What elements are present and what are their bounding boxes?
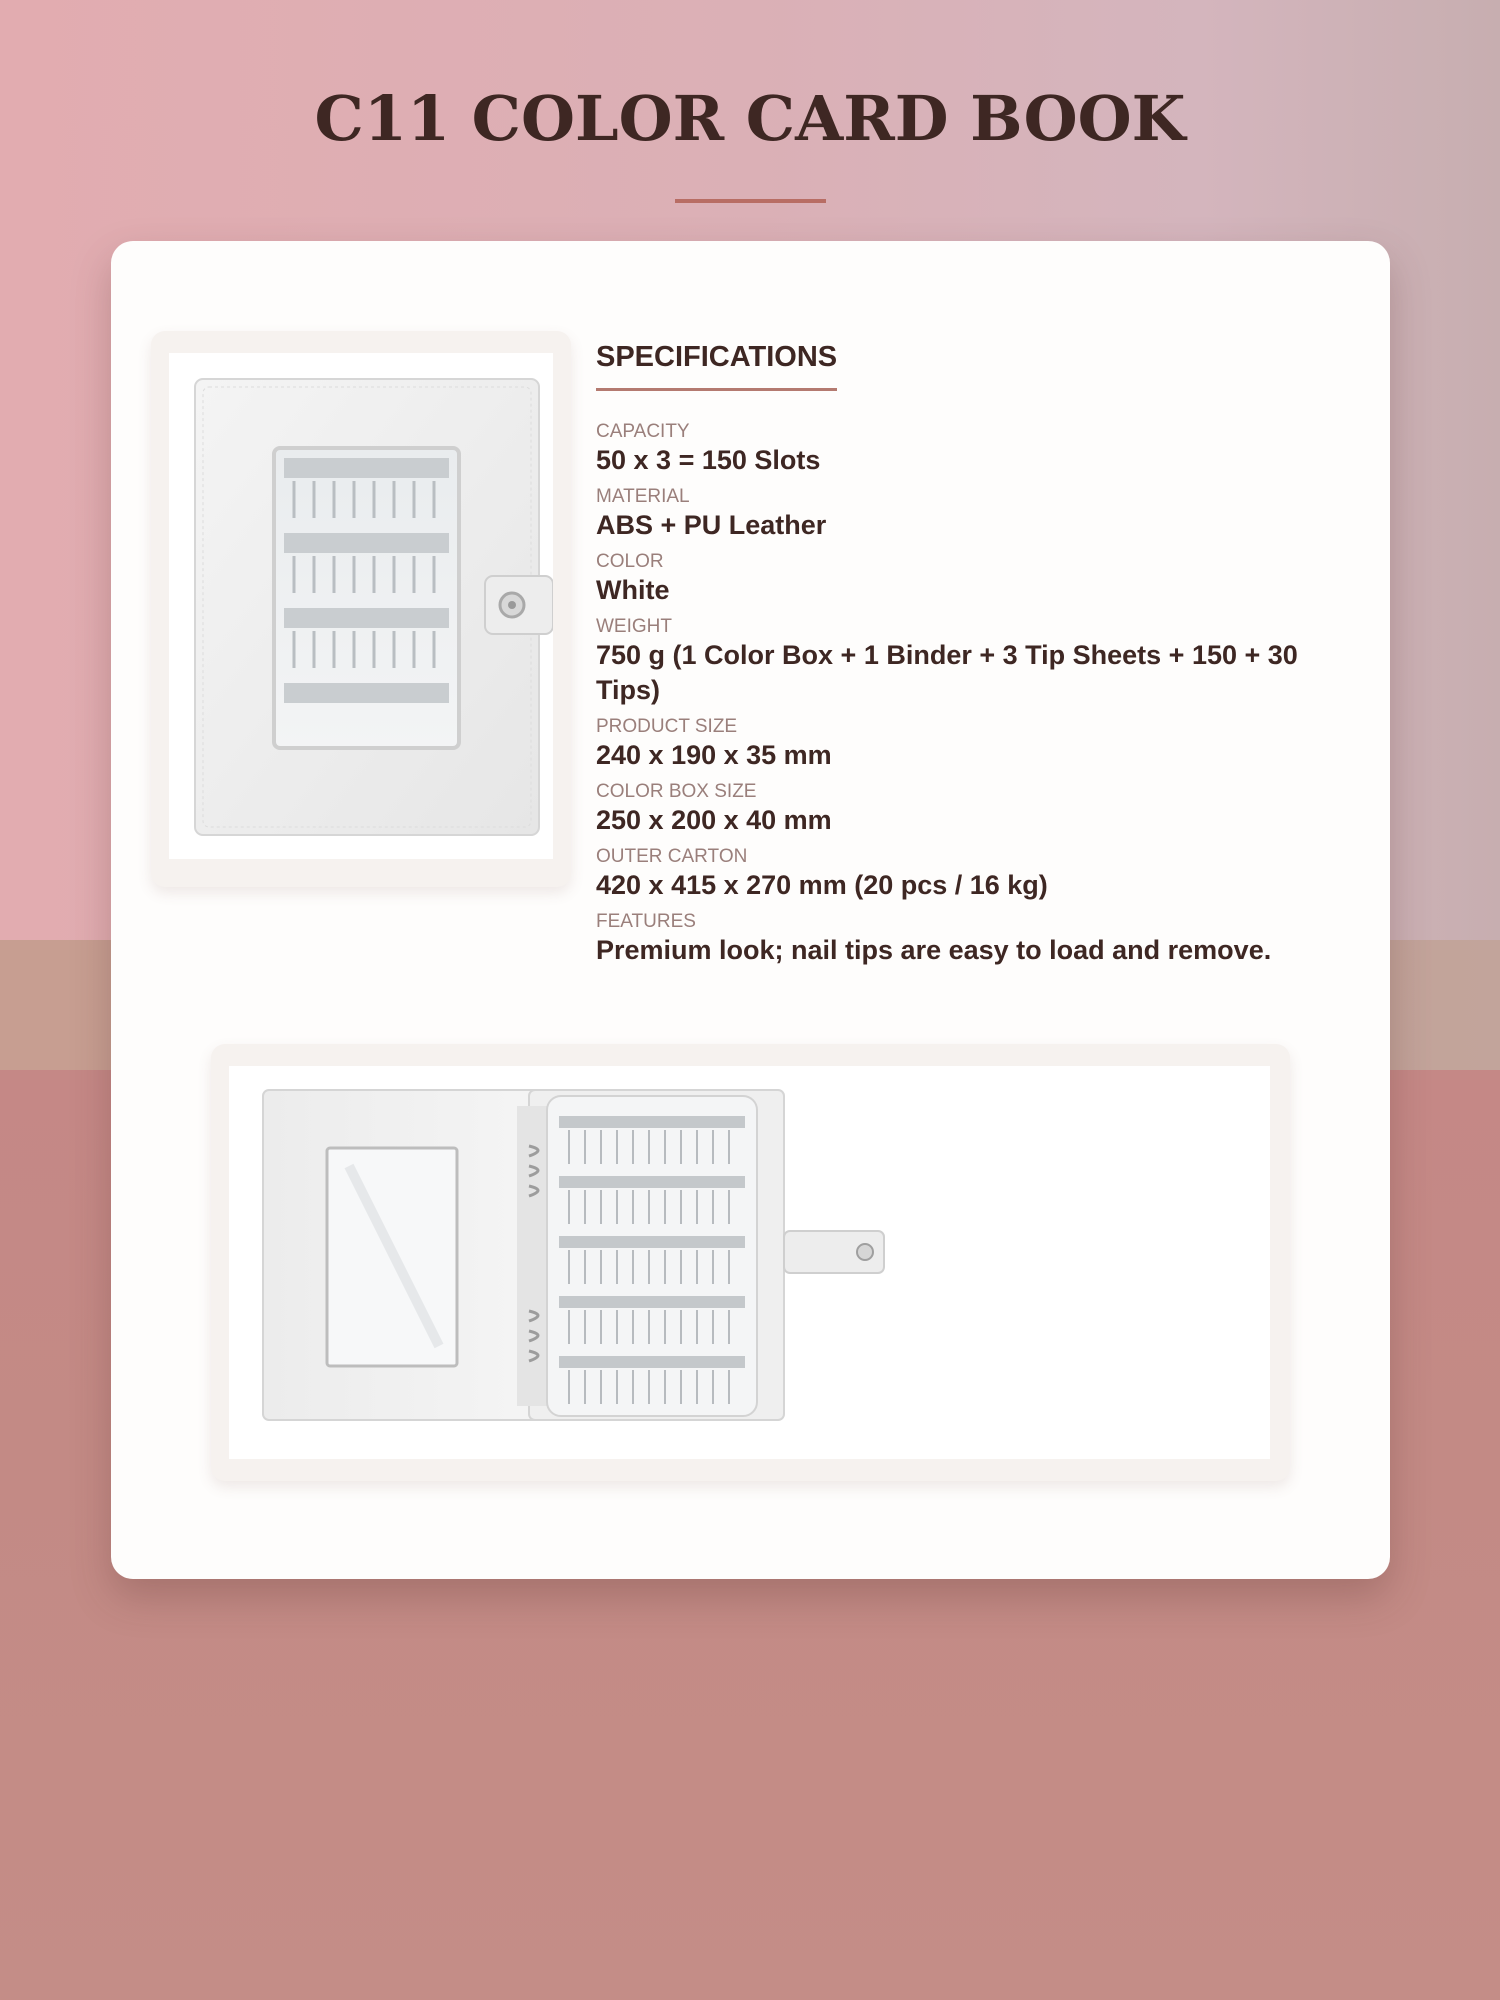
spec-label: WEIGHT (596, 616, 672, 637)
spec-product-size (596, 716, 1366, 773)
spec-list (596, 421, 1366, 968)
specifications-heading: SPECIFICATIONS (596, 341, 837, 391)
spec-value: 50 x 3 = 150 Slots (596, 445, 821, 475)
open-binder-illustration (229, 1066, 1270, 1459)
closed-binder-image-frame (151, 331, 571, 887)
closed-binder-image (169, 353, 553, 859)
open-binder-image-frame (211, 1044, 1290, 1481)
spec-value: 240 x 190 x 35 mm (596, 740, 832, 770)
product-card (111, 241, 1390, 1579)
spec-label: MATERIAL (596, 486, 690, 507)
closed-binder-illustration (169, 353, 553, 859)
spec-value: White (596, 575, 670, 605)
title-divider (675, 199, 826, 203)
spec-capacity (596, 421, 1366, 478)
spec-label: COLOR BOX SIZE (596, 781, 757, 802)
spec-value: Premium look; nail tips are easy to load and remove. (596, 935, 1272, 965)
spec-value: 420 x 415 x 270 mm (20 pcs / 16 kg) (596, 870, 1048, 900)
spec-color (596, 551, 1366, 608)
spec-label: COLOR (596, 551, 664, 572)
spec-features (596, 911, 1366, 968)
spec-outer-carton (596, 846, 1366, 903)
spec-weight (596, 616, 1366, 708)
spec-color-box-size (596, 781, 1366, 838)
page-title: C11 COLOR CARD BOOK (314, 82, 1186, 155)
spec-label: OUTER CARTON (596, 846, 748, 867)
spec-material (596, 486, 1366, 543)
spec-label: CAPACITY (596, 421, 690, 442)
spec-label: PRODUCT SIZE (596, 716, 738, 737)
specifications-section (596, 341, 1366, 976)
spec-value: 750 g (1 Color Box + 1 Binder + 3 Tip Sheets + 150 + 30 Tips) (596, 640, 1298, 705)
spec-value: 250 x 200 x 40 mm (596, 805, 832, 835)
spec-value: ABS + PU Leather (596, 510, 827, 540)
open-binder-image (229, 1066, 1270, 1459)
spec-label: FEATURES (596, 911, 696, 932)
